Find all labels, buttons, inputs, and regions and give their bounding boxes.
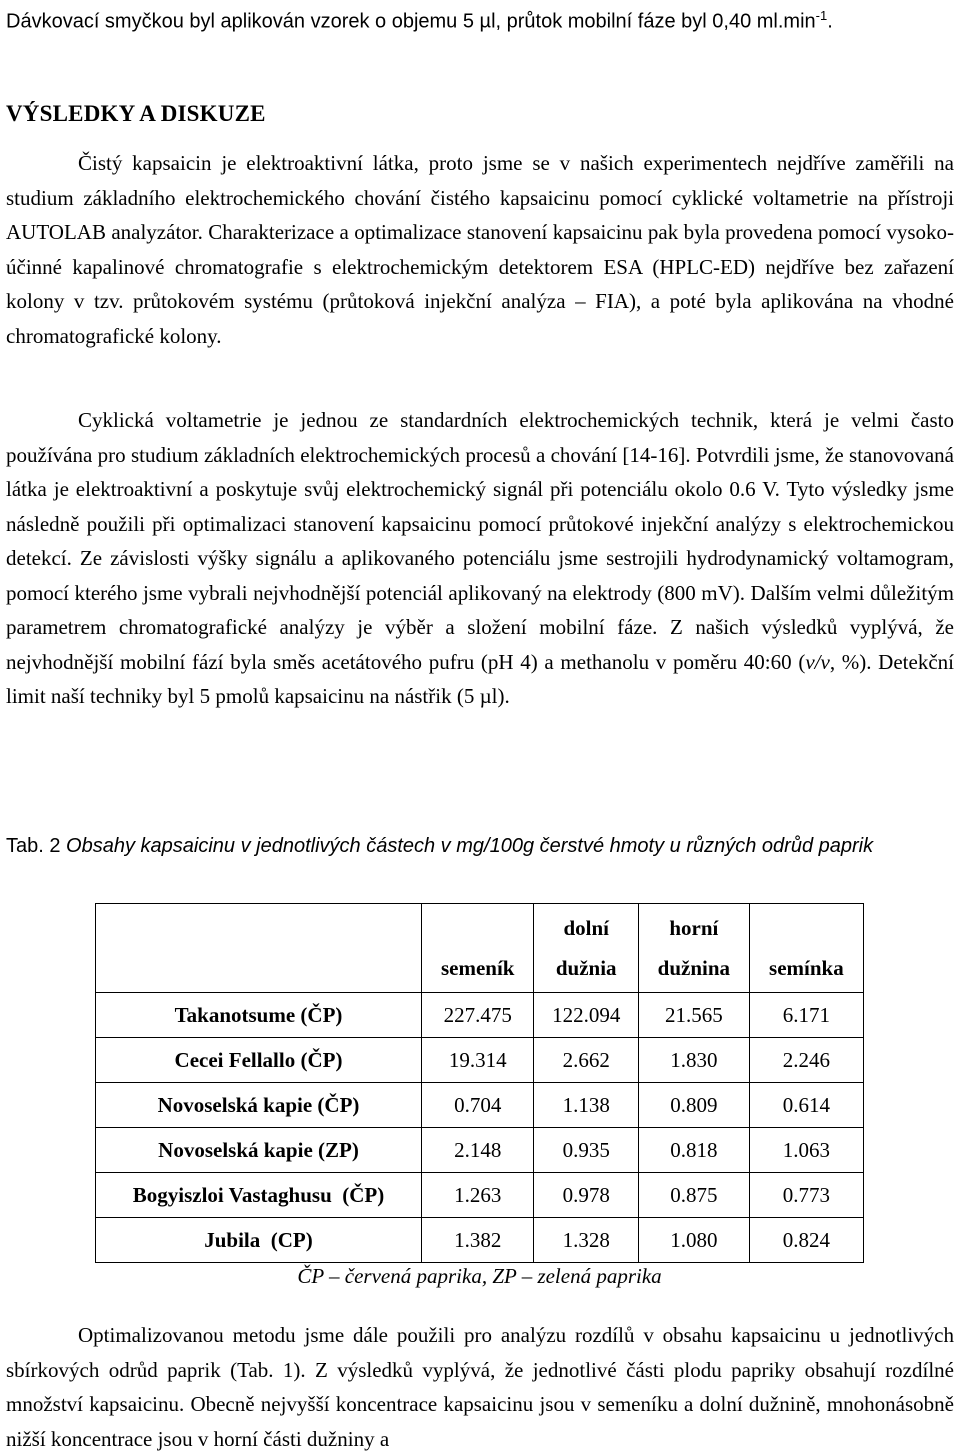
cell-horni: 1.080	[638, 1218, 749, 1263]
cell-dolni: 1.328	[534, 1218, 639, 1263]
cell-horni: 0.818	[638, 1128, 749, 1173]
table-legend: ČP – červená paprika, ZP – zelená paprika	[297, 1264, 662, 1288]
cell-horni: 1.830	[638, 1038, 749, 1083]
cell-seminka: 2.246	[749, 1038, 863, 1083]
cell-semenik: 0.704	[422, 1083, 534, 1128]
cell-seminka: 6.171	[749, 993, 863, 1038]
cell-semenik: 1.263	[422, 1173, 534, 1218]
cell-seminka: 0.824	[749, 1218, 863, 1263]
row-variety-name: Takanotsume (ČP)	[96, 993, 422, 1038]
paragraph-3-block	[6, 1318, 954, 1456]
paragraph-2	[6, 403, 954, 714]
cell-semenik: 2.148	[422, 1128, 534, 1173]
section-heading: VÝSLEDKY A DISKUZE	[6, 101, 266, 126]
paragraph-2-italic: v/v	[805, 649, 830, 674]
table-row	[96, 1173, 864, 1218]
row-variety-name: Jubila (CP)	[96, 1218, 422, 1263]
table-header-row	[96, 904, 864, 993]
table-caption	[6, 829, 954, 864]
table-row	[96, 1218, 864, 1263]
table-caption-prefix: Tab. 2	[6, 835, 67, 857]
cell-dolni: 0.978	[534, 1173, 639, 1218]
row-variety-name: Novoselská kapie (ČP)	[96, 1083, 422, 1128]
cell-seminka: 0.773	[749, 1173, 863, 1218]
capsaicin-table	[95, 903, 864, 1263]
paragraph-1: Čistý kapsaicin je elektroaktivní látka, proto jsme se v našich experimentech nejdříve zaměřili na studium základního elektrochemického chování čistého kapsaicinu pomocí cyklické voltametrie na přístroji AUTOLAB analyzátor. Charakterizace a optimalizace stanovení kapsaicinu pak byla provedena pomocí vysoko-účinné kapalinové chromatografie s elektrochemickým detektorem ESA (HPLC-ED) nejdříve bez zařazení kolony v tzv. průtokovém systému (průtoková injekční analýza – FIA), a poté byla aplikována na vhodné chromatografické kolony.	[6, 151, 954, 348]
cell-horni: 0.875	[638, 1173, 749, 1218]
row-variety-name: Bogyiszloi Vastaghusu (ČP)	[96, 1173, 422, 1218]
row-variety-name: Cecei Fellallo (ČP)	[96, 1038, 422, 1083]
intro-end: .	[827, 10, 833, 33]
table-row	[96, 1083, 864, 1128]
header-cell-semenik: semeník	[422, 904, 534, 993]
cell-seminka: 1.063	[749, 1128, 863, 1173]
header-cell-horni: horní dužnina	[638, 904, 749, 993]
table-row	[96, 1038, 864, 1083]
cell-semenik: 19.314	[422, 1038, 534, 1083]
paragraph-2-block	[6, 403, 954, 714]
row-variety-name: Novoselská kapie (ZP)	[96, 1128, 422, 1173]
cell-dolni: 0.935	[534, 1128, 639, 1173]
paragraph-2-part-b: , %). Detekční limit naší techniky byl 5 pmolů kapsaicinu na nástřik (5 µl).	[6, 649, 954, 708]
cell-horni: 0.809	[638, 1083, 749, 1128]
cell-dolni: 1.138	[534, 1083, 639, 1128]
cell-semenik: 1.382	[422, 1218, 534, 1263]
intro-superscript: -1	[815, 8, 828, 23]
table-caption-text: Obsahy kapsaicinu v jednotlivých částech v mg/100g čerstvé hmoty u různých odrůd paprik	[66, 835, 874, 857]
intro-text: Dávkovací smyčkou byl aplikován vzorek o objemu 5 µl, průtok mobilní fáze byl 0,40 ml.min	[6, 10, 816, 33]
paragraph-2-part-a: Cyklická voltametrie je jednou ze standardních elektrochemických technik, která je velmi často používána pro studium základních elektrochemických procesů a chování [14-16]. Potvrdili jsme, že stanovovaná látka je elektroaktivní a poskytuje svůj elektrochemický signál při potenciálu okolo 0.6 V. Tyto výsledky jsme následně použili při optimalizaci stanovení kapsaicinu pomocí průtokové injekční analýzy s elektrochemickou detekcí. Ze závislosti výšky signálu a aplikovaného potenciálu jsme sestrojili hydrodynamický voltamogram, pomocí kterého jsme vybrali nejvhodnější potenciál aplikovaný na elektrody (800 mV). Dalším velmi důležitým parametrem chromatografické analýzy je výběr a složení mobilní fáze. Z našich výsledků vyplývá, že nejvhodnější mobilní fází byla směs acetátového pufru (pH 4) a methanolu v poměru 40:60 (	[6, 408, 954, 674]
header-cell-dolni: dolní dužnia	[534, 904, 639, 993]
paragraph-3: Optimalizovanou metodu jsme dále použili pro analýzu rozdílů v obsahu kapsaicinu u jednotlivých sbírkových odrůd paprik (Tab. 1). Z výsledků vyplývá, že jednotlivé části plodu papriky obsahují rozdílné množství kapsaicinu. Obecně nejvyšší koncentrace kapsaicinu jsou v semeníku a dolní dužnině, mnohonásobně nižší koncentrace jsou v horní části dužniny a	[6, 1323, 954, 1451]
cell-dolni: 122.094	[534, 993, 639, 1038]
cell-semenik: 227.475	[422, 993, 534, 1038]
intro-sentence	[6, 0, 954, 38]
paragraph-1-block	[6, 146, 954, 353]
cell-seminka: 0.614	[749, 1083, 863, 1128]
header-cell-seminka: semínka	[749, 904, 863, 993]
cell-dolni: 2.662	[534, 1038, 639, 1083]
header-cell-variety	[96, 904, 422, 993]
table-row	[96, 1128, 864, 1173]
cell-horni: 21.565	[638, 993, 749, 1038]
table-row	[96, 993, 864, 1038]
